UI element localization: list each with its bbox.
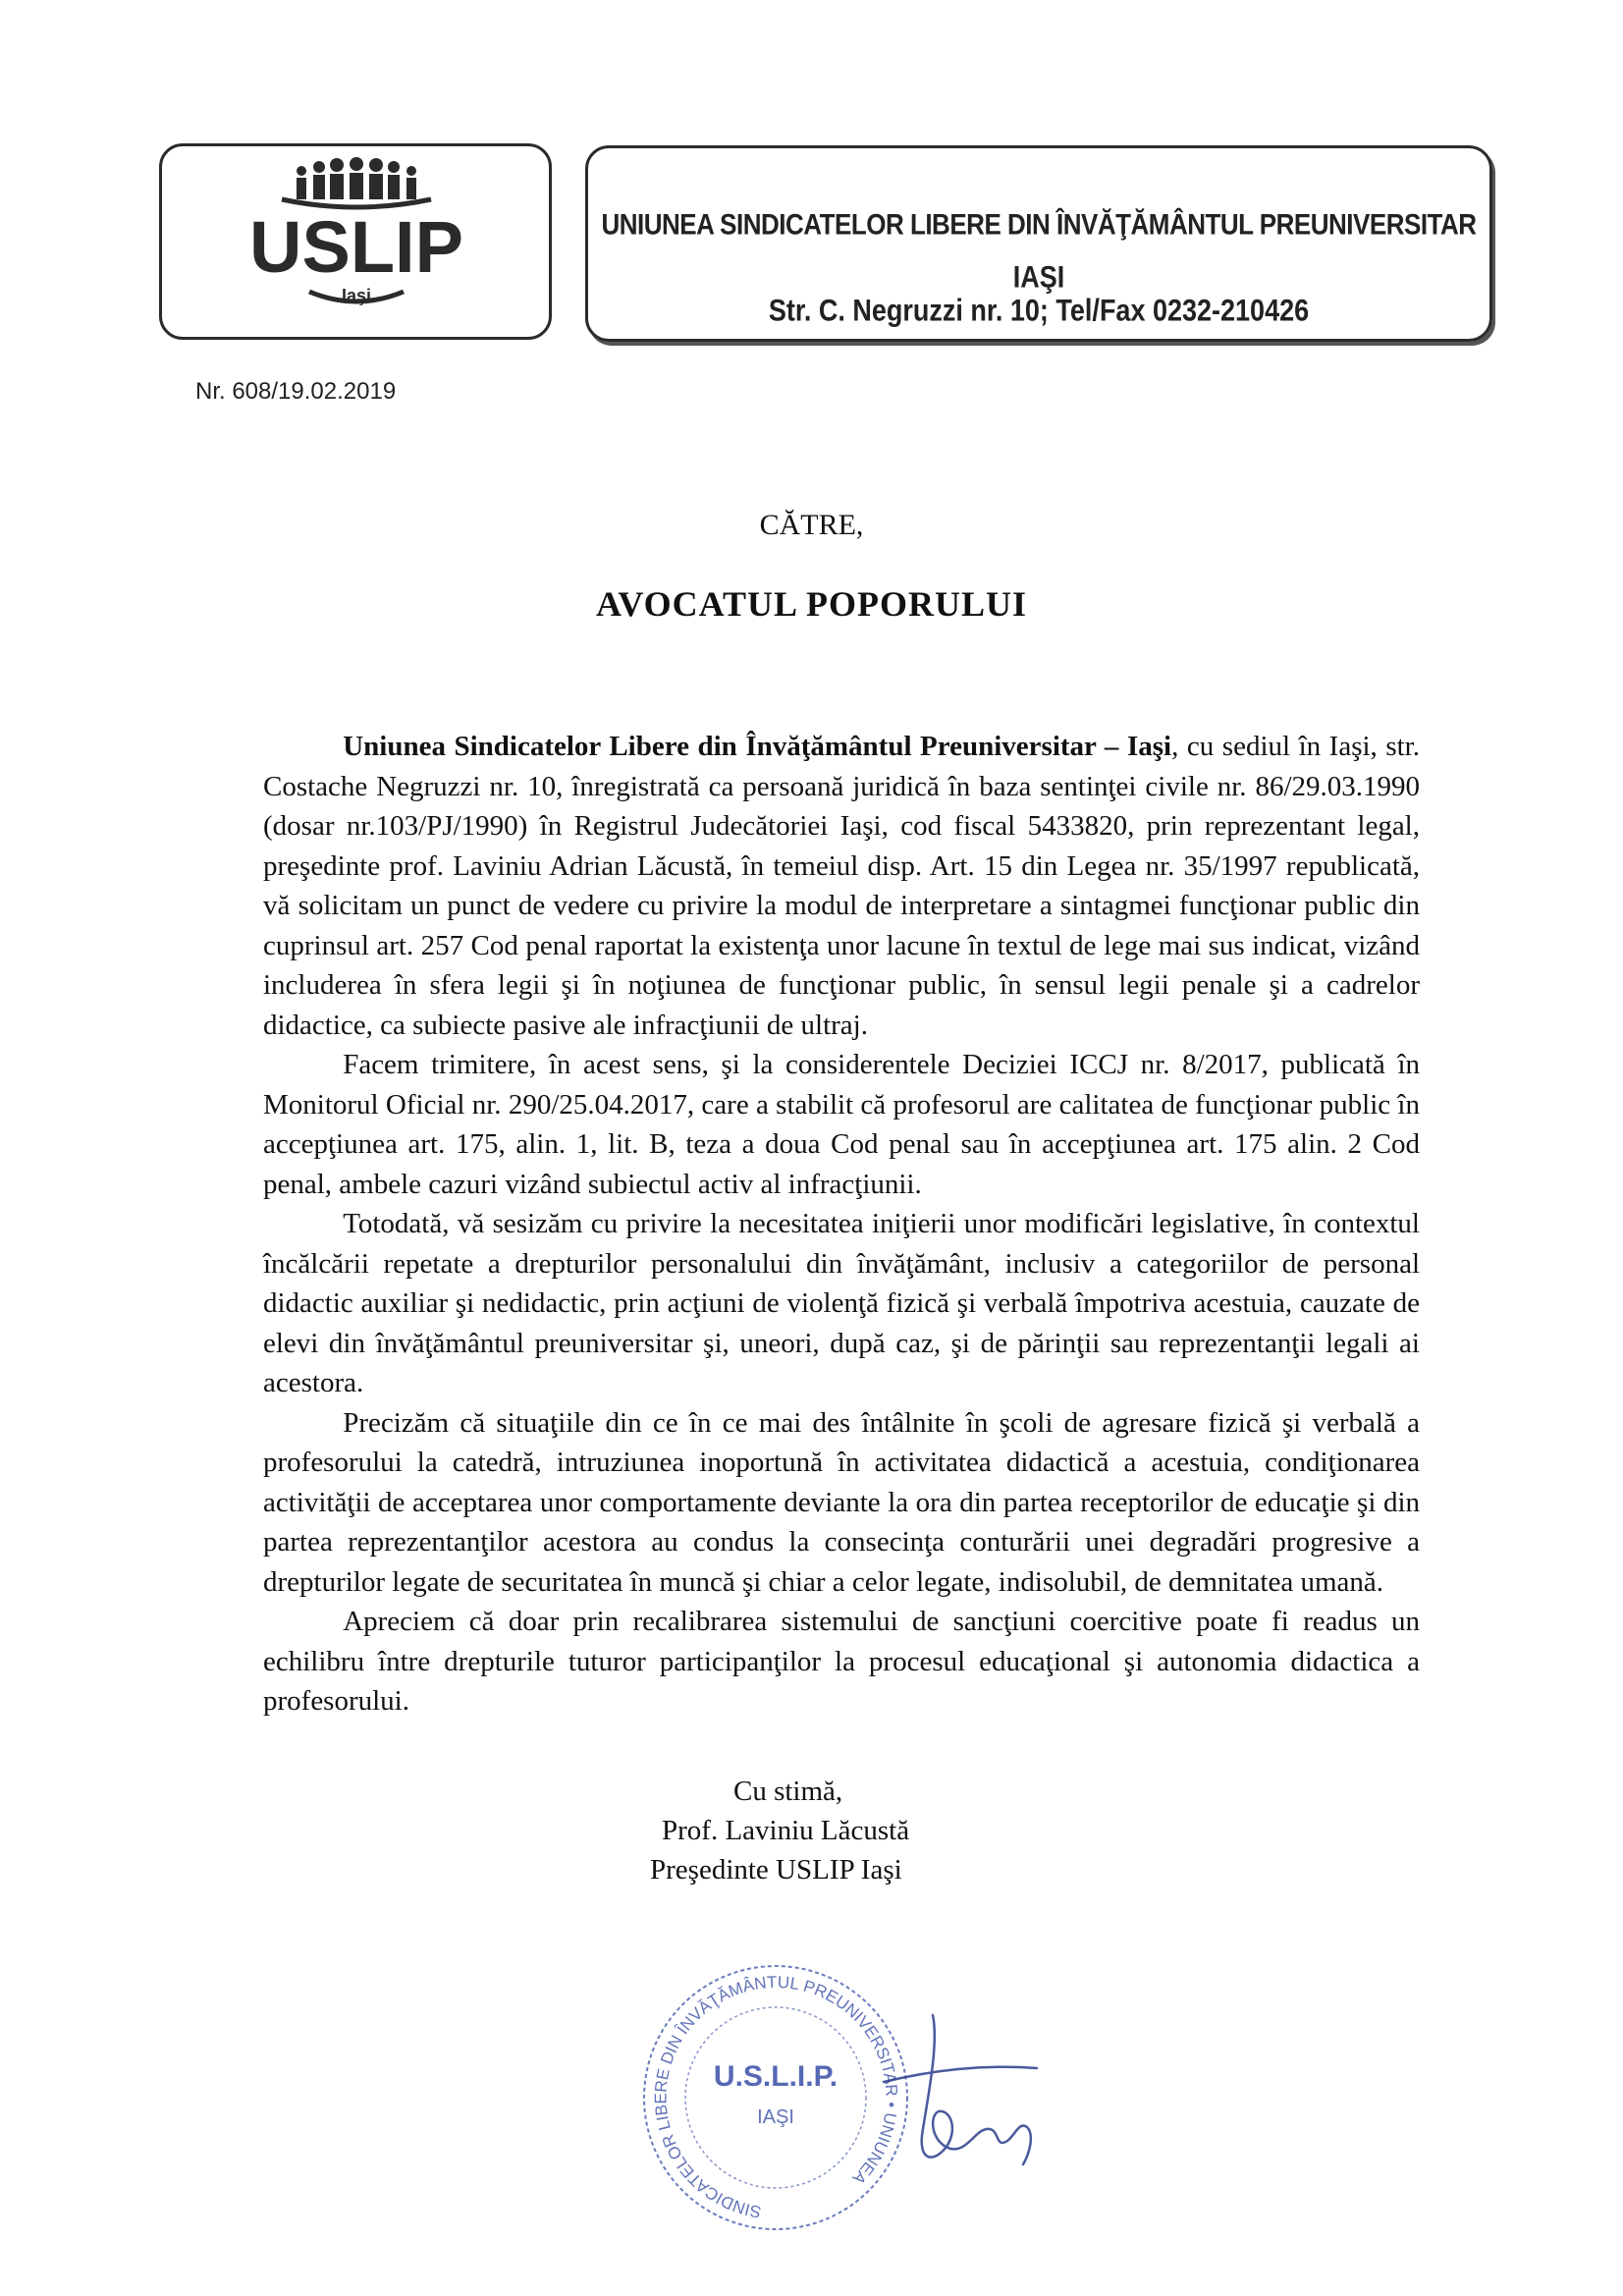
header-city: IAŞI (1012, 259, 1065, 295)
paragraph-1: Uniunea Sindicatelor Libere din Învăţământul Preuniversitar – Iaşi, cu sediul în Iaşi, str. Costache Negruzzi nr. 10, înregistrată ca persoană juridică în baza sentinţei civile nr. 86/29.03.1990 (dosar nr.103/PJ/1990) în Registrul Judecătoriei Iaşi, cod fiscal 5433820, prin reprezentant legal, preşedinte prof. Laviniu Adrian Lăcustă, în temeiul disp. Art. 15 din Legea nr. 35/1997 republicată, vă solicitam un punct de vedere cu privire la modul de interpretare a sintagmei funcţionar public din cuprinsul art. 257 Cod penal raportat la existenţa unor lacune în textul de lege mai sus indicat, vizând includerea în sfera legii şi în noţiunea de funcţionar public, în sensul legii penale şi a cadrelor didactice, ca subiecte pasive ale infracţiunii de ultraj. (263, 731, 1420, 1041)
paragraph-3: Totodată, vă sesizăm cu privire la necesitatea iniţierii unor modificări legislative, în contextul încălcării repetate a drepturilor personalului din învăţământ, inclusiv a categoriilor de personal didactic auxiliar şi nedidactic, prin acţiuni de violenţă fizică şi verbală împotriva acestuia, cauzate de elevi din învăţământul preuniversitar şi, uneori, după caz, şi de părinţii sau reprezentanţii legali ai acestora. (263, 1208, 1420, 1398)
stamp-arc-text: SINDICATELOR LIBERE DIN ÎNVĂŢĂMÂNTUL PREUNIVERSITAR • UNIUNEA (651, 1972, 901, 2221)
salutation: Cu stimă, (733, 1776, 843, 1807)
paragraph-2: Facem trimitere, în acest sens, şi la considerentele Deciziei ICCJ nr. 8/2017, publicată în Monitorul Oficial nr. 290/25.04.2017, care a stabilit că profesorul are calitatea de funcţionar public în accepţiunea art. 175, alin. 1, lit. B, teza a doua Cod penal sau în accepţiunea art. 175 alin. 2 Cod penal, ambele cazuri vizând subiectul activ al infracţiunii. (263, 1049, 1420, 1200)
org-name-bold: Uniunea Sindicatelor Libere din Învăţământul Preuniversitar – Iaşi (343, 731, 1172, 762)
paragraph-4: Precizăm că situaţiile din ce în ce mai des întâlnite în şcoli de agresare fizică şi verbală a profesorului la catedră, intruziunea inoportună în activitatea didactică a acestuia, condiţionarea activităţii de acceptarea unor comportamente deviante la ora din partea receptorilor de educaţie şi din partea reprezentanţilor acestora au condus la consecinţa conturării unei degradări progresive a drepturilor legate de securitatea în muncă şi chiar a celor legate, indisolubil, de demnitatea umană. (263, 1406, 1420, 1598)
stamp-and-signature (638, 1954, 1051, 2239)
document-number: Nr. 608/19.02.2019 (195, 378, 397, 405)
people-icon (162, 146, 555, 343)
recipient-label: CĂTRE, (759, 509, 864, 541)
stamp-seal (638, 1954, 1051, 2239)
recipient-name: AVOCATUL POPORULUI (596, 584, 1027, 624)
logo-city: Iaşi (341, 286, 372, 305)
header-address: Str. C. Negruzzi nr. 10; Tel/Fax 0232-210426 (768, 293, 1310, 328)
uslip-logo (159, 143, 552, 340)
svg-text:SINDICATELOR LIBERE DIN ÎNVĂŢĂ (651, 1973, 900, 2221)
header-org-name: UNIUNEA SINDICATELOR LIBERE DIN ÎNVĂŢĂMÂNTUL PREUNIVERSITAR (601, 206, 1477, 242)
paragraph-5: Apreciem că doar prin recalibrarea sistemului de sancţiuni coercitive poate fi readus un echilibru între drepturile tuturor participanţilor la procesul educaţional şi autonomia didactica a profesorului. (263, 1606, 1420, 1717)
organization-header (585, 145, 1492, 342)
closing-block (650, 1772, 909, 1889)
stamp-center: U.S.L.I.P. (713, 2060, 839, 2093)
letter-body (263, 727, 1420, 1722)
stamp-city: IAŞI (757, 2106, 794, 2128)
signer-role: Preşedinte USLIP Iaşi (650, 1854, 902, 1886)
signer-name: Prof. Laviniu Lăcustă (662, 1815, 910, 1846)
logo-acronym: USLIP (249, 206, 463, 288)
